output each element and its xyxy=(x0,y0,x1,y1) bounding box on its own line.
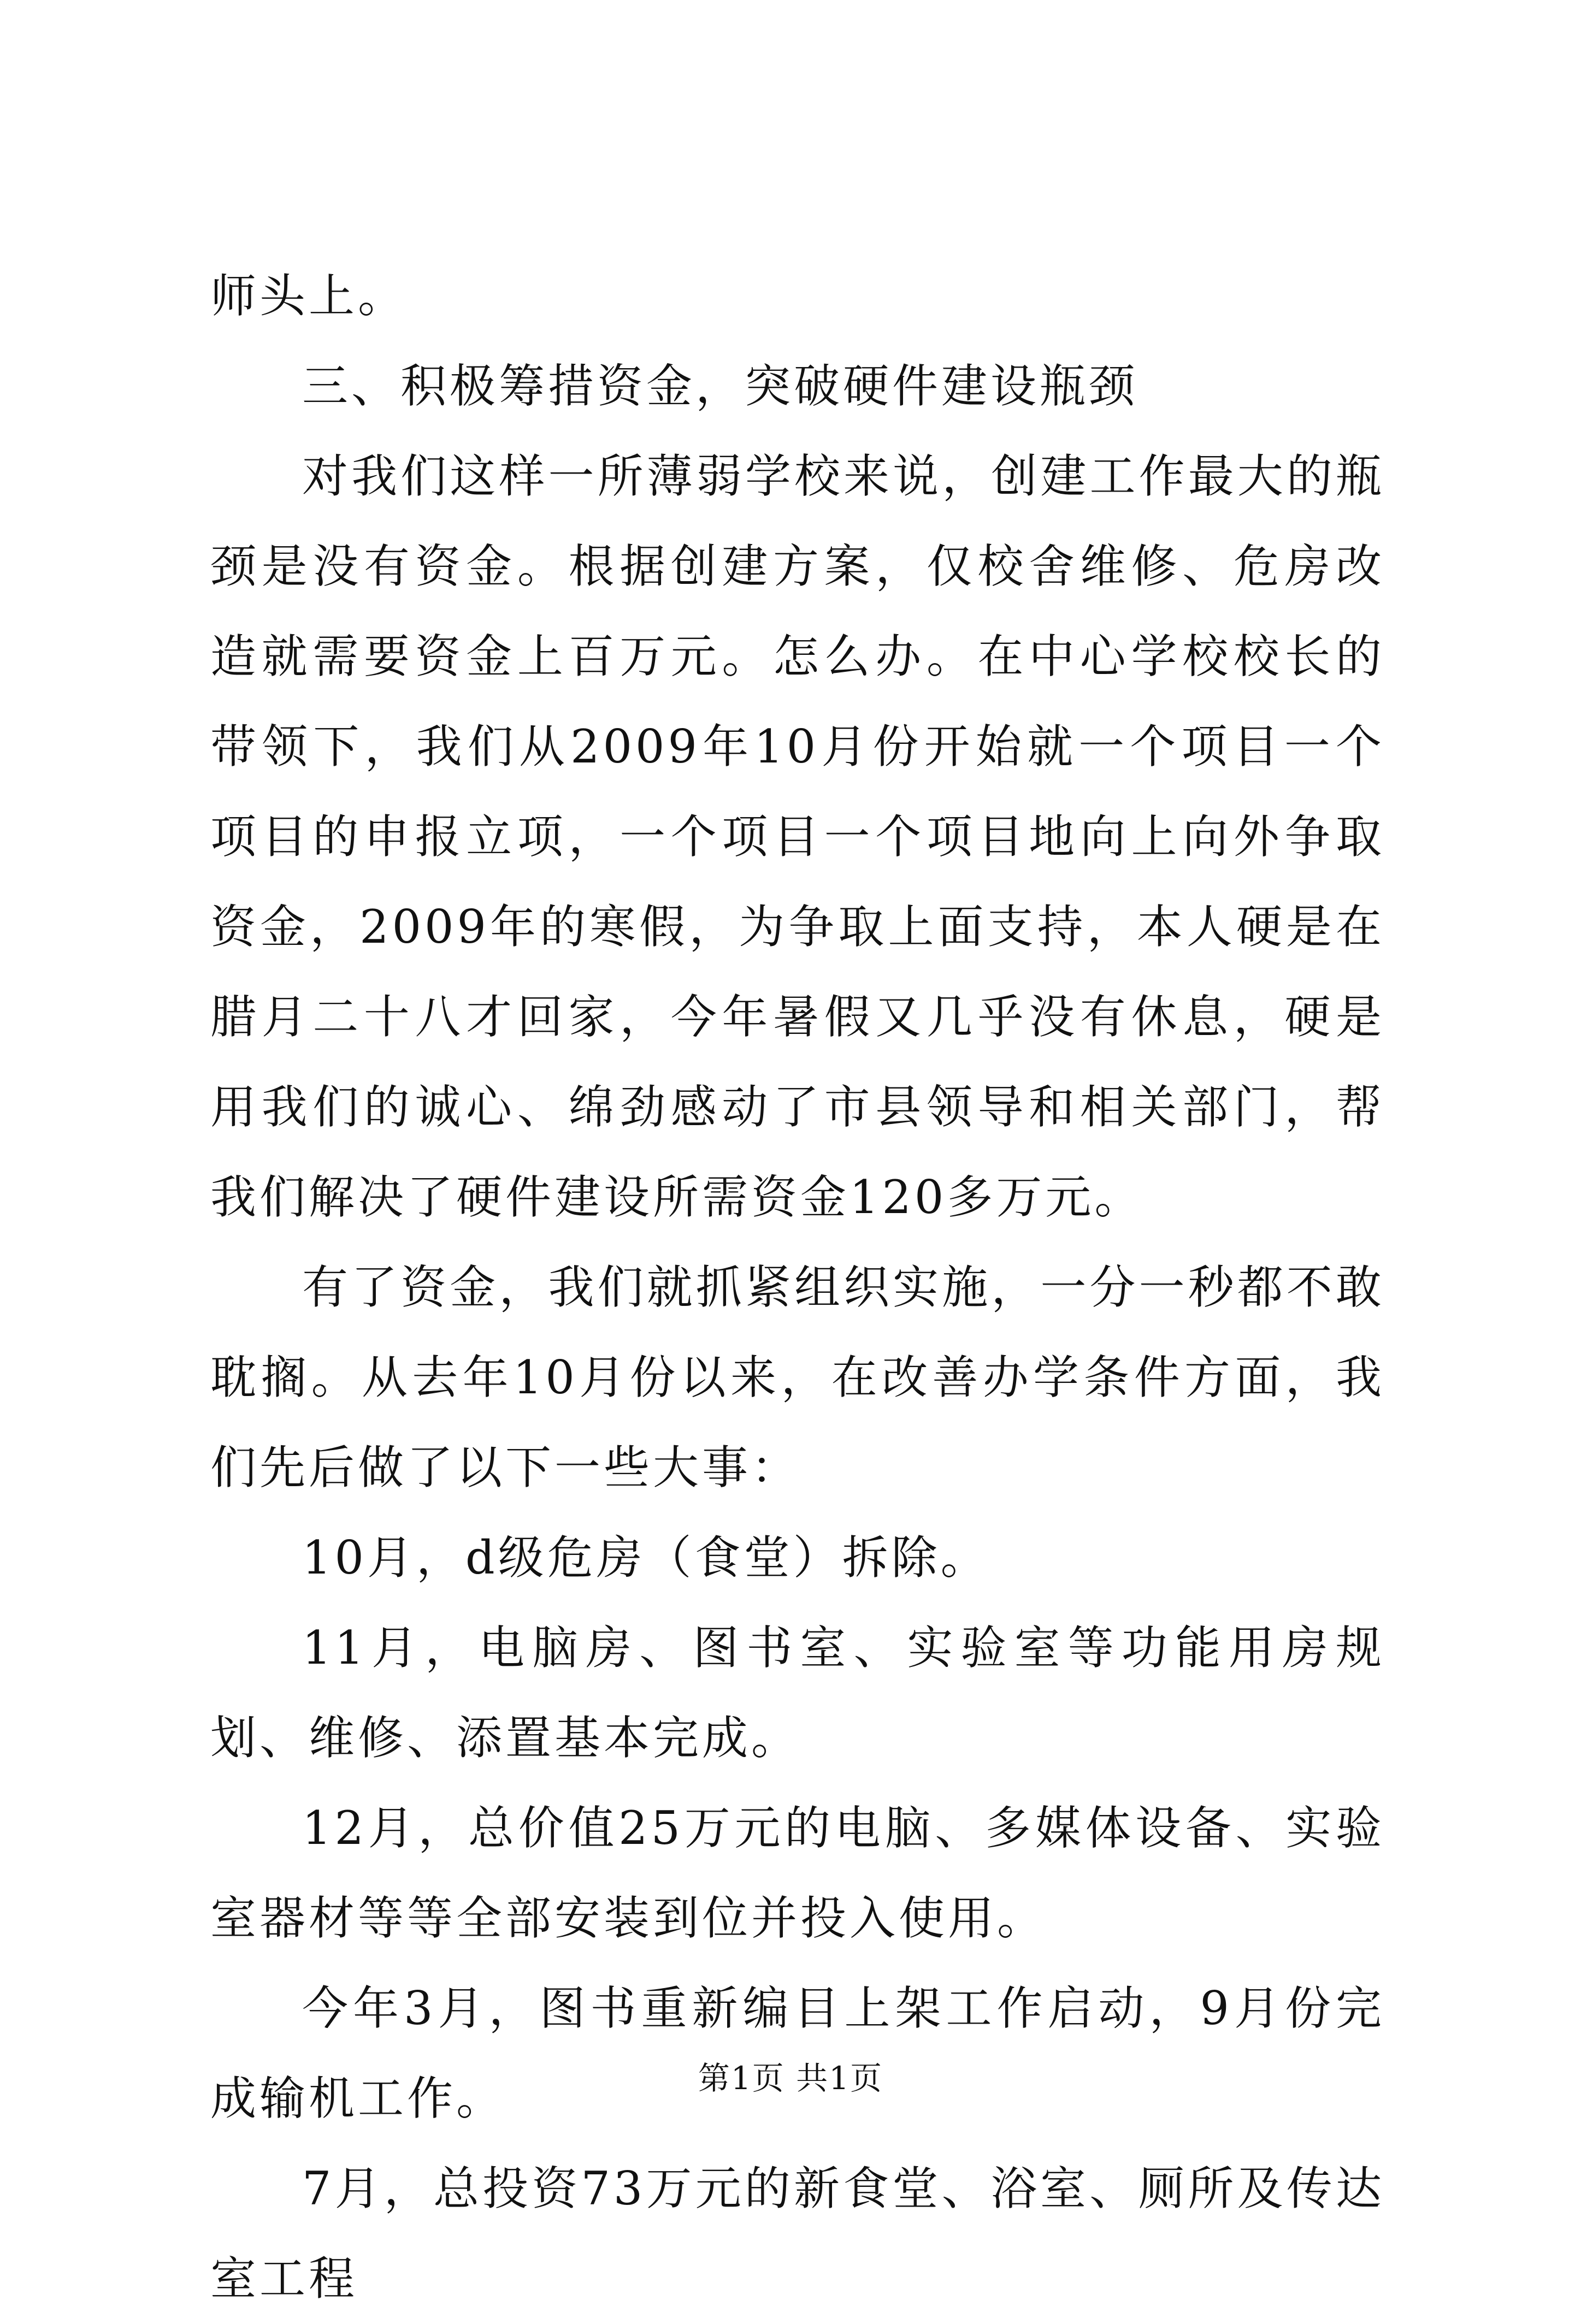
list-item-december: 12月，总价值25万元的电脑、多媒体设备、实验室器材等等全部安装到位并投入使用。 xyxy=(210,1801,1385,1945)
page-footer: 第1页 共1页 xyxy=(698,2060,883,2097)
paragraph-funding: 对我们这样一所薄弱学校来说，创建工作最大的瓶颈是没有资金。根据创建方案，仅校舍维修、危房改造就需要资金上百万元。怎么办。在中心学校校长的带领下，我们从2009年10月份开始就一个项目一个项目的申报立项，一个项目一个项目地向上向外争取资金，2009年的寒假，为争取上面支持，本人硬是在腊月二十八才回家，今年暑假又几乎没有休息，硬是用我们的诚心、绵劲感动了市县领导和相关部门，帮我们解决了硬件建设所需资金120多万元。 xyxy=(210,450,1385,1224)
paragraph-implementation: 有了资金，我们就抓紧组织实施，一分一秒都不敢耽搁。从去年10月份以来，在改善办学条件方面，我们先后做了以下一些大事： xyxy=(210,1261,1385,1494)
paragraph-1: 师头上。 xyxy=(210,269,408,323)
document-body xyxy=(210,251,1385,2324)
list-item-october: 10月，d级危房（食堂）拆除。 xyxy=(302,1531,990,1584)
list-item-march: 今年3月，图书重新编目上架工作启动，9月份完成输机工作。 xyxy=(210,1982,1385,2125)
list-item-july: 7月，总投资73万元的新食堂、浴室、厕所及传达室工程 xyxy=(210,2162,1385,2305)
list-item-november: 11月，电脑房、图书室、实验室等功能用房规划、维修、添置基本完成。 xyxy=(210,1621,1385,1765)
section-heading-3: 三、积极筹措资金，突破硬件建设瓶颈 xyxy=(302,359,1138,413)
